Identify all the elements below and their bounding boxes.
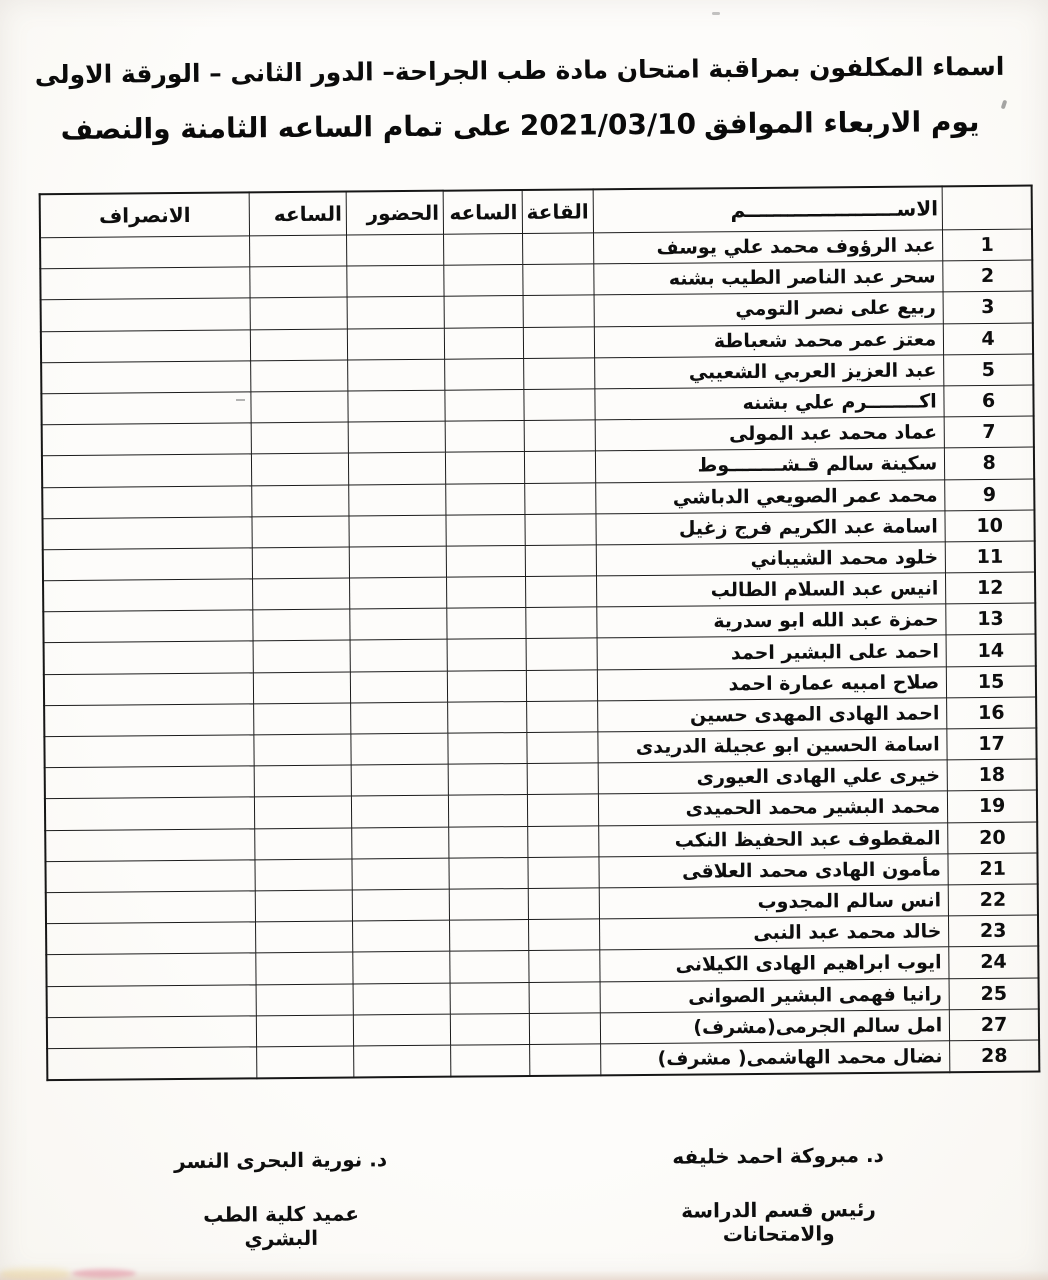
attendance-cell: [348, 421, 445, 453]
row-number: 15: [947, 666, 1037, 698]
departure-cell: [41, 329, 251, 362]
proctor-name: اسامة عبد الكريم فرج زغيل: [596, 511, 945, 545]
hour-cell: [451, 1013, 530, 1045]
row-number: 22: [948, 884, 1038, 916]
row-number: 12: [946, 572, 1036, 604]
attendance-cell: [351, 796, 448, 828]
departure-cell: [42, 454, 252, 487]
departure-cell: [47, 1016, 257, 1049]
hour-cell: [444, 234, 523, 266]
hall-cell: [529, 981, 601, 1013]
row-number: 21: [948, 853, 1038, 885]
attendance-cell: [351, 702, 448, 734]
row-number: 14: [946, 634, 1036, 666]
hour-cell: [451, 1044, 530, 1076]
departure-cell: [42, 423, 252, 456]
proctor-name: اسامة الحسين ابو عجيلة الدريدى: [598, 729, 947, 763]
hour-cell: [249, 235, 346, 267]
hour-cell: [448, 670, 527, 702]
scan-speck: [712, 12, 720, 15]
departure-cell: [46, 953, 256, 986]
hour-cell: [449, 826, 528, 858]
subtitle-suffix: على تمام الساعه الثامنة والنصف: [60, 109, 512, 147]
proctor-name: احمد على البشير احمد: [597, 635, 946, 669]
attendance-cell: [347, 297, 444, 329]
hall-cell: [528, 888, 600, 920]
hall-cell: [525, 607, 597, 639]
proctor-name: اكــــــــرم علي بشنه: [595, 386, 944, 420]
attendance-cell: [353, 1014, 450, 1046]
proctor-name: خيرى علي الهادى العيورى: [598, 760, 947, 794]
hall-cell: [526, 701, 598, 733]
hour-cell: [254, 734, 351, 766]
col-header-hour-attendance: الساعه: [443, 190, 522, 234]
row-number: 7: [944, 416, 1034, 448]
row-number: 2: [943, 260, 1033, 292]
proctor-name: حمزة عبد الله ابو سدرية: [597, 604, 946, 638]
hour-cell: [255, 859, 352, 891]
hour-cell: [446, 483, 525, 515]
hall-cell: [523, 389, 595, 421]
proctor-name: المقطوف عبد الحفيظ النكب: [599, 822, 948, 856]
departure-cell: [44, 704, 254, 737]
proctor-name: رانيا فهمى البشير الصوانى: [600, 978, 949, 1012]
hour-cell: [252, 547, 349, 579]
hour-cell: [251, 453, 348, 485]
hour-cell: [445, 389, 524, 421]
departure-cell: [45, 766, 255, 799]
departure-cell: [43, 548, 253, 581]
attendance-cell: [353, 920, 450, 952]
attendance-cell: [350, 608, 447, 640]
attendance-cell: [348, 359, 445, 391]
departure-cell: [41, 298, 251, 331]
hour-cell: [254, 796, 351, 828]
hall-cell: [528, 950, 600, 982]
hour-cell: [253, 609, 350, 641]
hour-cell: [255, 921, 352, 953]
attendance-cell: [353, 983, 450, 1015]
hour-cell: [446, 452, 525, 484]
hall-cell: [525, 545, 597, 577]
proctor-name: انيس عبد السلام الطالب: [597, 573, 946, 607]
proctor-name: انس سالم المجدوب: [599, 885, 948, 919]
attendance-cell: [352, 889, 449, 921]
departure-cell: [42, 517, 252, 550]
hall-cell: [525, 576, 597, 608]
departure-cell: [47, 1047, 257, 1081]
hour-cell: [250, 329, 347, 361]
departure-cell: [47, 984, 257, 1017]
hour-cell: [252, 516, 349, 548]
row-number: 16: [947, 697, 1037, 729]
row-number: 3: [943, 291, 1033, 323]
hour-cell: [446, 514, 525, 546]
hall-cell: [526, 669, 598, 701]
hall-cell: [522, 264, 594, 296]
hour-cell: [450, 920, 529, 952]
departure-cell: [44, 641, 254, 674]
hall-cell: [527, 794, 599, 826]
document-subtitle: [0, 104, 1044, 146]
attendance-cell: [347, 265, 444, 297]
row-number: 19: [948, 790, 1038, 822]
proctor-roster-table: [39, 185, 1041, 1082]
hour-cell: [444, 265, 523, 297]
proctor-name: عماد محمد عبد المولى: [595, 417, 944, 451]
hall-cell: [524, 420, 596, 452]
proctor-name: ايوب ابراهيم الهادى الكيلانى: [600, 947, 949, 981]
hour-cell: [445, 358, 524, 390]
col-header-hall: القاعة: [522, 189, 594, 233]
hour-cell: [449, 888, 528, 920]
departure-cell: [40, 267, 250, 300]
proctor-name: سكينة سالم قـشــــــــوط: [595, 448, 944, 482]
hour-cell: [255, 828, 352, 860]
hour-cell: [250, 297, 347, 329]
hall-cell: [522, 233, 594, 265]
hour-cell: [449, 795, 528, 827]
proctor-name: مأمون الهادى محمد العلاقى: [599, 854, 948, 888]
scan-smudge-yellow: [0, 1268, 70, 1280]
attendance-cell: [352, 858, 449, 890]
proctor-name: معتز عمر محمد شعباطة: [594, 323, 943, 357]
hall-cell: [523, 326, 595, 358]
row-number: 11: [945, 541, 1035, 573]
row-number: 27: [950, 1009, 1040, 1041]
attendance-cell: [351, 764, 448, 796]
row-number: 20: [948, 822, 1038, 854]
row-number: 23: [949, 915, 1039, 947]
row-number: 28: [950, 1040, 1040, 1072]
hour-cell: [447, 577, 526, 609]
hour-cell: [251, 422, 348, 454]
col-header-departure: الانصراف: [40, 192, 250, 237]
hour-cell: [252, 485, 349, 517]
row-number: 1: [943, 229, 1033, 261]
attendance-cell: [347, 328, 444, 360]
departure-cell: [45, 860, 255, 893]
row-number: 17: [947, 728, 1037, 760]
proctor-name: عبد الرؤوف محمد علي يوسف: [594, 230, 943, 264]
hour-cell: [253, 672, 350, 704]
hall-cell: [525, 514, 597, 546]
hall-cell: [529, 1013, 601, 1045]
subtitle-prefix: يوم الاربعاء الموافق: [703, 105, 980, 141]
signatory-name-left: د. نورية البحرى النسر: [173, 1147, 388, 1174]
attendance-cell: [349, 484, 446, 516]
hall-cell: [526, 732, 598, 764]
proctor-name: محمد عمر الصويعي الدباشي: [596, 479, 945, 513]
hour-cell: [256, 984, 353, 1016]
hall-cell: [527, 763, 599, 795]
hour-cell: [449, 857, 528, 889]
attendance-cell: [351, 733, 448, 765]
hour-cell: [256, 1015, 353, 1047]
departure-cell: [46, 891, 256, 924]
proctor-name: نضال محمد الهاشمى( مشرف): [601, 1041, 950, 1076]
row-number: 9: [945, 479, 1035, 511]
hour-cell: [445, 421, 524, 453]
hour-cell: [253, 640, 350, 672]
departure-cell: [44, 735, 254, 768]
attendance-cell: [350, 671, 447, 703]
hall-cell: [524, 451, 596, 483]
hall-cell: [523, 358, 595, 390]
hour-cell: [253, 703, 350, 735]
attendance-cell: [354, 1045, 451, 1078]
hour-cell: [251, 391, 348, 423]
proctor-name: ربيع على نصر التومي: [594, 292, 943, 326]
scan-smudge-pink: [72, 1269, 136, 1278]
attendance-cell: [353, 951, 450, 983]
row-number: 10: [945, 510, 1035, 542]
hall-cell: [529, 1044, 601, 1076]
hall-cell: [523, 295, 595, 327]
document-title: اسماء المكلفون بمراقبة امتحان مادة طب الجراحة– الدور الثانى – الورقة الاولى: [34, 51, 1005, 90]
proctor-name: احمد الهادى المهدى حسين: [598, 698, 947, 732]
attendance-cell: [350, 640, 447, 672]
row-number: 13: [946, 603, 1036, 635]
signature-block-left: [173, 1147, 389, 1251]
scan-edge-artifact: [0, 1270, 1048, 1280]
proctor-name: سحر عبد الناصر الطيب بشنه: [594, 261, 943, 295]
hour-cell: [447, 639, 526, 671]
col-header-number: [942, 186, 1032, 230]
row-number: 8: [945, 447, 1035, 479]
attendance-cell: [348, 390, 445, 422]
hour-cell: [256, 1046, 353, 1079]
col-header-attendance: الحضور: [346, 191, 444, 235]
signature-block-right: [643, 1143, 914, 1247]
roster-body: [40, 229, 1039, 1080]
proctor-name: صلاح امبيه عمارة احمد: [597, 666, 946, 700]
proctor-name: محمد البشير محمد الحميدى: [598, 791, 947, 825]
hour-cell: [448, 701, 527, 733]
hall-cell: [528, 857, 600, 889]
hour-cell: [254, 765, 351, 797]
departure-cell: [44, 672, 254, 705]
hall-cell: [526, 638, 598, 670]
hour-cell: [445, 327, 524, 359]
proctor-name: عبد العزيز العربي الشعيبي: [595, 355, 944, 389]
row-number: 4: [944, 323, 1034, 355]
signatory-title-left: عميد كلية الطب البشري: [203, 1201, 360, 1251]
hall-cell: [528, 919, 600, 951]
departure-cell: [42, 485, 252, 518]
row-number: 5: [944, 354, 1034, 386]
departure-cell: [46, 922, 256, 955]
hour-cell: [450, 982, 529, 1014]
hall-cell: [527, 825, 599, 857]
attendance-cell: [349, 546, 446, 578]
attendance-cell: [350, 577, 447, 609]
hour-cell: [250, 266, 347, 298]
hour-cell: [256, 952, 353, 984]
row-number: 18: [947, 759, 1037, 791]
departure-cell: [43, 579, 253, 612]
departure-cell: [40, 236, 250, 269]
proctor-name: خلود محمد الشيباني: [596, 542, 945, 576]
hour-cell: [444, 296, 523, 328]
proctor-name: خالد محمد عبد النبى: [600, 916, 949, 950]
signatory-title-right: رئيس قسم الدراسة والامتحانات: [681, 1196, 876, 1247]
hour-cell: [255, 890, 352, 922]
row-number: 25: [949, 978, 1039, 1010]
hour-cell: [448, 764, 527, 796]
exam-date: 2021/03/10: [519, 107, 697, 143]
departure-cell: [41, 392, 251, 425]
scan-speck: [236, 399, 245, 401]
col-header-hour-departure: الساعه: [249, 192, 347, 236]
hour-cell: [450, 951, 529, 983]
departure-cell: [43, 610, 253, 643]
hour-cell: [448, 732, 527, 764]
departure-cell: [45, 828, 255, 861]
hall-cell: [524, 482, 596, 514]
attendance-cell: [348, 452, 445, 484]
hour-cell: [447, 608, 526, 640]
hour-cell: [252, 578, 349, 610]
signatory-name-right: د. مبروكة احمد خليفه: [672, 1142, 884, 1169]
departure-cell: [45, 797, 255, 830]
row-number: 6: [944, 385, 1034, 417]
proctor-name: امل سالم الجرمى(مشرف): [600, 1009, 949, 1043]
hour-cell: [250, 360, 347, 392]
hour-cell: [447, 545, 526, 577]
attendance-cell: [349, 515, 446, 547]
col-header-name: الاســــــــــــــــــــــم: [593, 186, 943, 233]
departure-cell: [41, 361, 251, 394]
attendance-cell: [352, 827, 449, 859]
row-number: 24: [949, 946, 1039, 978]
attendance-cell: [347, 234, 444, 266]
